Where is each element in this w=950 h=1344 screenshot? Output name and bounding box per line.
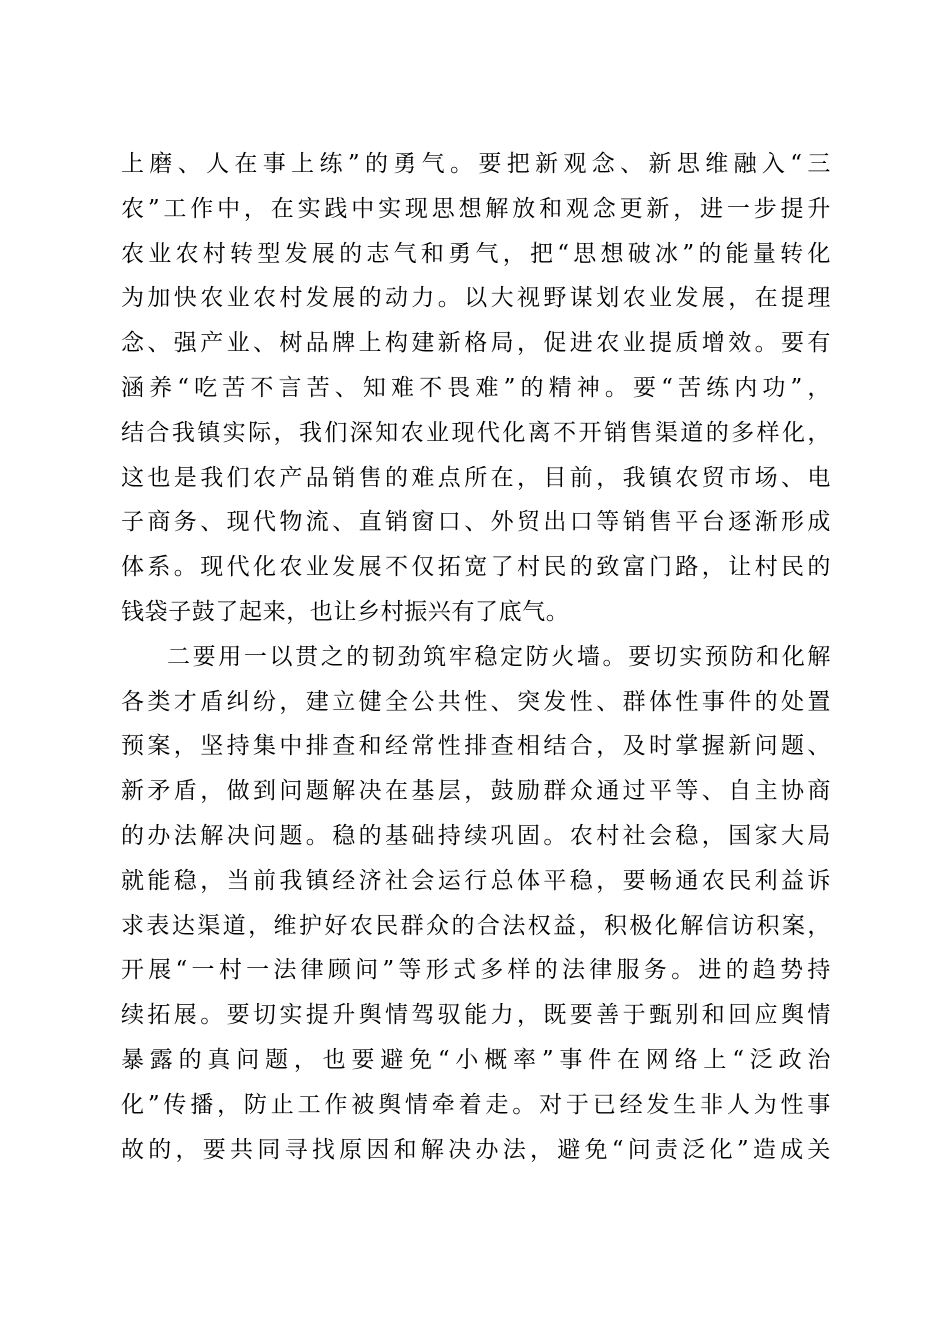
text-line: 续拓展。要切实提升舆情驾驭能力，既要善于甄别和回应舆情 <box>121 1002 831 1029</box>
text-line: 子商务、现代物流、直销窗口、外贸出口等销售平台逐渐形成 <box>121 509 831 536</box>
text-line: 暴露的真问题，也要避免“小概率”事件在网络上“泛政治 <box>121 1046 831 1073</box>
text-line: 开展“一村一法律顾问”等形式多样的法律服务。进的趋势持 <box>121 957 831 984</box>
text-line: 的办法解决问题。稳的基础持续巩固。农村社会稳，国家大局 <box>121 822 831 849</box>
text-line: 农业农村转型发展的志气和勇气，把“思想破冰”的能量转化 <box>121 240 831 267</box>
text-line: 农”工作中，在实践中实现思想解放和观念更新，进一步提升 <box>121 195 831 222</box>
paragraph-2 <box>121 635 831 1173</box>
text-line: 故的，要共同寻找原因和解决办法，避免“问责泛化”造成关 <box>121 1136 831 1163</box>
text-line: 为加快农业农村发展的动力。以大视野谋划农业发展，在提理 <box>121 285 831 312</box>
paragraph-1 <box>121 142 831 635</box>
text-line: 念、强产业、树品牌上构建新格局，促进农业提质增效。要有 <box>121 330 831 357</box>
text-line: 就能稳，当前我镇经济社会运行总体平稳，要畅通农民利益诉 <box>121 867 831 894</box>
text-line: 新矛盾，做到问题解决在基层，鼓励群众通过平等、自主协商 <box>121 778 831 805</box>
text-line: 这也是我们农产品销售的难点所在，目前，我镇农贸市场、电 <box>121 464 831 491</box>
text-line: 涵养“吃苦不言苦、知难不畏难”的精神。要“苦练内功”， <box>121 374 831 401</box>
text-line: 结合我镇实际，我们深知农业现代化离不开销售渠道的多样化， <box>121 419 831 446</box>
text-line: 预案，坚持集中排查和经常性排查相结合，及时掌握新问题、 <box>121 733 831 760</box>
text-line: 化”传播，防止工作被舆情牵着走。对于已经发生非人为性事 <box>121 1091 831 1118</box>
text-line: 体系。现代化农业发展不仅拓宽了村民的致富门路，让村民的 <box>121 554 831 581</box>
body-text <box>121 142 831 1172</box>
text-line: 各类才盾纠纷，建立健全公共性、突发性、群体性事件的处置 <box>121 688 831 715</box>
text-line: 二要用一以贯之的韧劲筑牢稳定防火墙。要切实预防和化解 <box>167 643 831 670</box>
text-line: 上磨、人在事上练”的勇气。要把新观念、新思维融入“三 <box>121 151 831 177</box>
text-line: 求表达渠道，维护好农民群众的合法权益，积极化解信访积案， <box>121 912 831 939</box>
text-line: 钱袋子鼓了起来，也让乡村振兴有了底气。 <box>121 598 570 625</box>
